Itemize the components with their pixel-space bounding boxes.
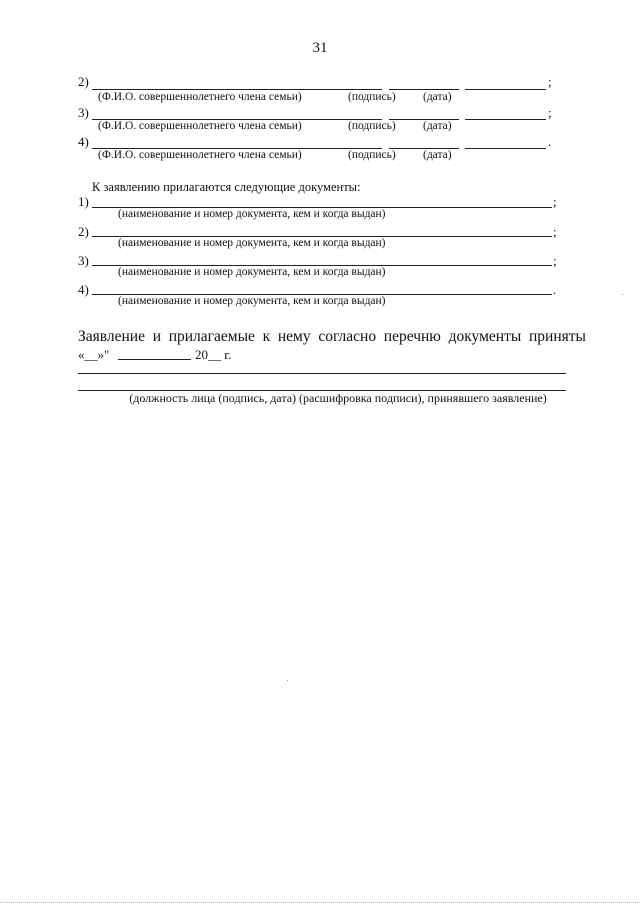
document-caption: (наименование и номер документа, кем и когда выдан) xyxy=(118,266,386,278)
document-caption: (наименование и номер документа, кем и когда выдан) xyxy=(118,295,386,307)
date-line xyxy=(465,89,546,90)
acceptance-word: перечню xyxy=(383,328,441,345)
signature-line xyxy=(78,373,566,374)
acceptance-statement xyxy=(78,328,586,346)
family-member-index: 3) xyxy=(78,105,89,120)
line-end-punct: ; xyxy=(548,105,552,120)
caption-date: (дата) xyxy=(423,120,452,132)
sign-line xyxy=(389,89,459,90)
scan-speck xyxy=(287,680,288,681)
date-line xyxy=(465,119,546,120)
line-end-punct: . xyxy=(548,134,552,149)
caption-signature: (подпись) xyxy=(348,149,396,161)
document-index: 4) xyxy=(78,282,89,297)
acceptance-word: приняты xyxy=(529,328,586,345)
acceptance-month-line xyxy=(118,359,191,360)
acceptance-word: к xyxy=(262,328,271,345)
documents-intro: К заявлению прилагаются следующие документы: xyxy=(92,180,361,194)
acceptance-word: и xyxy=(152,328,161,345)
caption-fio: (Ф.И.О. совершеннолетнего члена семьи) xyxy=(98,91,302,103)
family-member-index: 2) xyxy=(78,74,89,89)
line-end-punct: ; xyxy=(548,74,552,89)
document-index: 2) xyxy=(78,224,89,239)
line-end-punct: ; xyxy=(553,194,557,209)
date-line xyxy=(465,148,546,149)
document-caption: (наименование и номер документа, кем и когда выдан) xyxy=(118,208,386,220)
caption-date: (дата) xyxy=(423,91,452,103)
acceptance-word: документы xyxy=(448,328,522,345)
acceptance-word: Заявление xyxy=(78,328,145,345)
caption-fio: (Ф.И.О. совершеннолетнего члена семьи) xyxy=(98,120,302,132)
caption-fio: (Ф.И.О. совершеннолетнего члена семьи) xyxy=(98,149,302,161)
document-index: 3) xyxy=(78,253,89,268)
signature-caption: (должность лица (подпись, дата) (расшифровка подписи), принявшего заявление) xyxy=(129,391,547,405)
caption-date: (дата) xyxy=(423,149,452,161)
line-end-punct: . xyxy=(553,282,557,297)
scan-speck xyxy=(622,294,623,295)
line-end-punct: ; xyxy=(553,224,557,239)
caption-signature: (подпись) xyxy=(348,91,396,103)
document-index: 1) xyxy=(78,194,89,209)
name-line xyxy=(92,89,382,90)
caption-signature: (подпись) xyxy=(348,120,396,132)
document-caption: (наименование и номер документа, кем и когда выдан) xyxy=(118,237,386,249)
acceptance-date-day: «__»" xyxy=(78,347,110,362)
acceptance-word: прилагаемые xyxy=(168,328,255,345)
line-end-punct: ; xyxy=(553,253,557,268)
acceptance-word: нему xyxy=(277,328,311,345)
family-member-index: 4) xyxy=(78,134,89,149)
page-number: 31 xyxy=(312,40,328,56)
scan-bottom-edge xyxy=(0,902,640,903)
acceptance-word: согласно xyxy=(318,328,377,345)
acceptance-date-year: 20__ г. xyxy=(195,347,232,362)
